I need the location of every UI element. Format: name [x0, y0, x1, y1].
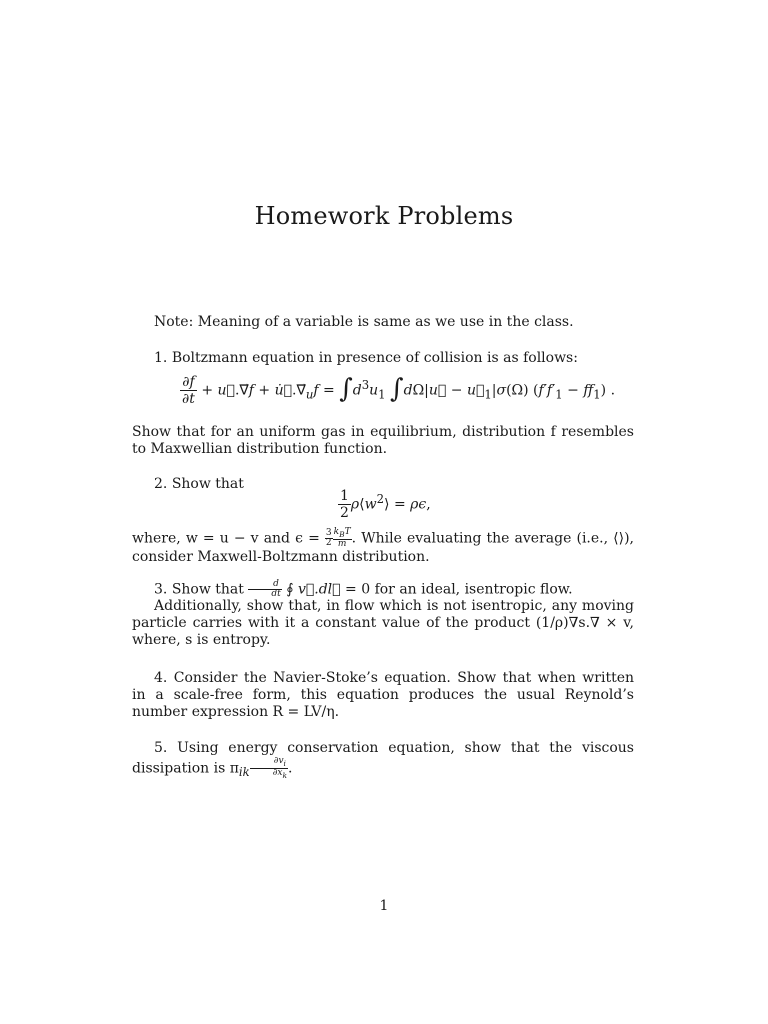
problem-text: . While evaluating the average (i.e., ⟨⟩), consider Maxwell-Boltzmann distribution. — [132, 530, 634, 565]
problem-text: Show that — [171, 476, 244, 492]
problem-3-body: Additionally, show that, in flow which is not isentropic, any moving particle carries with it a constant value of the product (1/ρ)∇s.∇ × v, where, s is entropy. — [132, 598, 634, 648]
problem-text: where, w = u − v and ϵ = — [132, 530, 320, 547]
problem-text: Using energy conservation equation, show that the viscous dissipation is π — [132, 740, 634, 777]
problem-3-intro: 3. Show that $\frac{d}{dt}$ ∮ v⃗.dl⃗ = 0 for an ideal, isentropic flow. — [154, 579, 573, 599]
problem-number: 2. — [154, 476, 168, 492]
page-number: 1 — [379, 898, 389, 914]
problem-text: for an ideal, isentropic flow. — [374, 581, 573, 598]
note-paragraph: Note: Meaning of a variable is same as we use in the class. — [154, 314, 574, 330]
problem-5-body: 5. Using energy conservation equation, show that the viscous dissipation is $\pi_{ik}$ $\frac{\partial v_i}{\partial x_k}$ . — [132, 740, 634, 780]
problem-number: 4. — [154, 670, 168, 686]
boltzmann-equation: $\frac{\partial f}{\partial t}$ + u⃗.∇⃗f + $u̇⃗.\nabla⃗_uf = \int d^3u_1$ ∫dΩ|u⃗ − $u⃗_1|\sigma(\Omega) (f'f'_1 - ff_1)$ . — [182, 373, 616, 407]
problem-text: Boltzmann equation in presence of collision is as follows: — [171, 350, 578, 366]
problem-number: 5. — [154, 740, 168, 756]
problem-1-intro — [132, 350, 634, 367]
average-equation: $\frac{1}{2}$ $\rho⟨w^2⟩ = \rho\epsilon$, — [340, 488, 431, 521]
page-title: Homework Problems — [254, 202, 514, 230]
problem-4-body — [132, 670, 634, 721]
problem-number: 1. — [154, 350, 168, 366]
problem-number: 3. — [154, 581, 168, 598]
problem-text: Consider the Navier-Stoke’s equation. Show that when written in a scale-free form, this equation produces the usual Reynold’s number expression R = LV/η. — [132, 670, 634, 720]
problem-text: Show that — [171, 581, 244, 598]
problem-2-body: where, w = u − v and ϵ = $\frac{3}{2}$ $\frac{k_BT}{m}$ . While evaluating the average (i.e., ⟨⟩), consider Maxwell-Boltzmann distribution. — [132, 527, 634, 565]
problem-1-body: Show that for an uniform gas in equilibrium, distribution f resembles to Maxwellian distribution function. — [132, 424, 634, 457]
